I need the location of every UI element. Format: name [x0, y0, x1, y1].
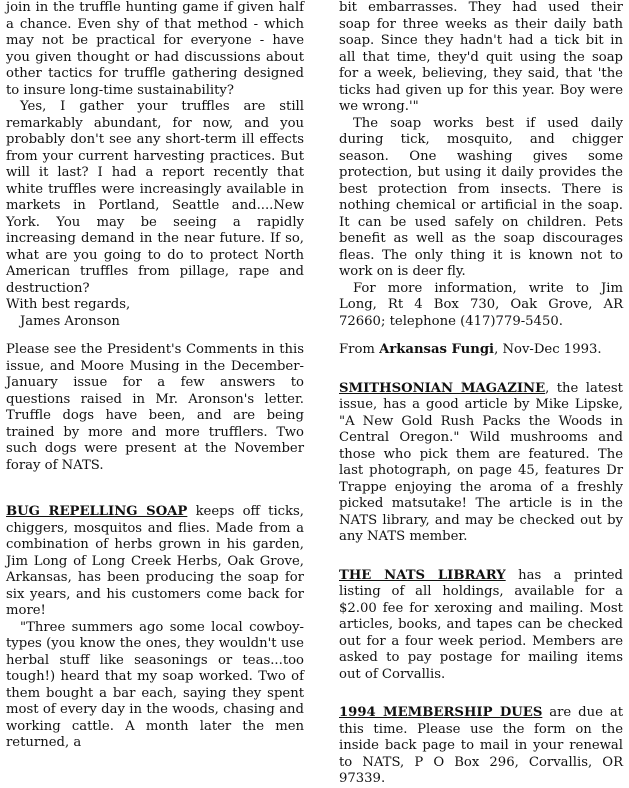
president-note: Please see the President's Comments in this issue, and Moore Musing in the December-January issue for a few answers to questions raised in Mr. Aronson's letter. Truffle dogs have been, and are being trained by more and more trufflers. Two such dogs were present at the November foray of NATS. — [6, 342, 304, 473]
soap-heading: BUG REPELLING SOAP — [6, 504, 188, 519]
letter-paragraph-1: join in the truffle hunting game if given half a chance. Even shy of that method - which may not be practical for everyone - have you given thought or had discussions about other tactics for truffle gathering designed to insure long-time sustainability? — [6, 0, 304, 98]
soap-paragraph-1-text: keeps off ticks, chiggers, mosquitos and flies. Made from a combination of herbs grown in his garden, Jim Long of Long Creek Herbs, Oak Grove, Arkansas, has been producing the soap for six years, and his customers come back for more! — [6, 504, 304, 618]
letter-closing: With best regards, — [6, 297, 131, 312]
library-paragraph — [339, 568, 623, 684]
left-column — [6, 0, 304, 752]
soap-paragraph-2: "Three summers ago some local cowboy-types (you know the ones, they wouldn't use herbal stuff like seasonings or teas...too tough!) heard that my soap worked. Two of them bought a bar each, saying they spent most of every day in the woods, chasing and working cattle. A month later the men returned, a — [6, 619, 304, 750]
source-name: Arkansas Fungi — [379, 342, 495, 357]
source-prefix: From — [339, 342, 380, 357]
right-column — [339, 0, 623, 788]
dues-heading: 1994 MEMBERSHIP DUES — [339, 705, 543, 720]
smithsonian-heading: SMITHSONIAN MAGAZINE — [339, 380, 546, 396]
dues-text: are due at this time. Please use the form on the inside back page to mail in your renewal to NATS, P O Box 296, Corvallis, OR 97339. — [339, 705, 623, 786]
smithsonian-text: , the latest issue, has a good article by Mike Lipske, "A New Gold Rush Packs the Woods in Central Oregon." Wild mushrooms and those who pick them are featured. The last photograph, on page 45, features Dr Trappe enjoying the aroma of a freshly picked matsutake! The article is in the NATS library, and may be checked out by any NATS member. — [339, 380, 623, 544]
smithsonian-paragraph — [339, 381, 623, 546]
dues-paragraph — [339, 705, 623, 788]
letter-paragraph-2: Yes, I gather your truffles are still remarkably abundant, for now, and you probably don't see any short-term ill effects from your current harvesting practices. But will it last? I had a report recently that white truffles were increasingly available in markets in Portland, Seattle and....New York. You may be seeing a rapidly increasing demand in the near future. If so, what are you going to do to protect North American truffles from pillage, rape and destruction? — [6, 99, 304, 296]
soap-paragraph-4: For more information, write to Jim Long, Rt 4 Box 730, Oak Grove, AR 72660; telephone (417)779-5450. — [339, 280, 623, 329]
source-credit — [339, 342, 623, 359]
library-text: has a printed listing of all holdings, available for a $2.00 fee for xeroxing and mailing. Most articles, books, and tapes can be checked out for a four week period. Members are asked to pay postage for mailing items out of Corvallis. — [339, 567, 623, 682]
soap-paragraph-3: The soap works best if used daily during tick, mosquito, and chigger season. One washing gives some protection, but using it daily provides the best protection from insects. There is nothing chemical or artificial in the soap. It can be used safely on children. Pets benefit as well as the soap discourages fleas. The only thing it is known not to work on is deer fly. — [339, 115, 623, 279]
soap-paragraph-1 — [6, 504, 304, 620]
source-suffix: , Nov-Dec 1993. — [494, 342, 602, 357]
soap-paragraph-2-continued: bit embarrasses. They had used their soap for three weeks as their daily bath soap. Since they hadn't had a tick bit in all that time, they'd quit using the soap for a week, believing, they said, that 'the ticks had given up for this year. Boy were we wrong.'" — [339, 0, 623, 114]
letter-signature: James Aronson — [20, 313, 120, 329]
library-heading: THE NATS LIBRARY — [339, 567, 506, 583]
